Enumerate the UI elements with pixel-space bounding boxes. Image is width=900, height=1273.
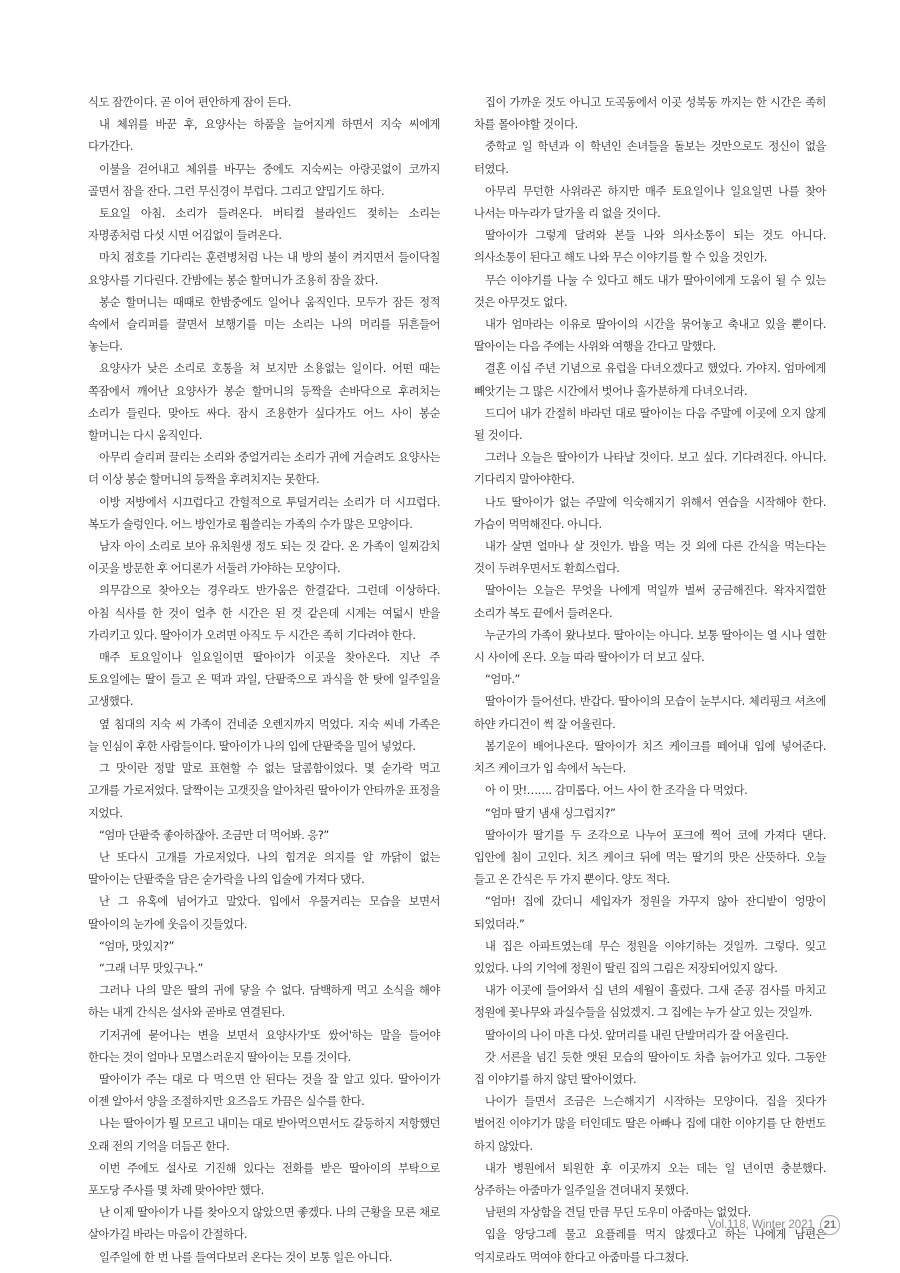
paragraph: 내가 엄마라는 이유로 딸아이의 시간을 묶어놓고 축내고 있을 뿐이다. 딸아이는 다음 주에는 사위와 여행을 간다고 말했다. xyxy=(474,318,826,354)
paragraph: 난 그 유혹에 넘어가고 말았다. 입에서 우물거리는 모습을 보면서 딸아이의 눈가에 웃음이 깃들었다. xyxy=(88,895,440,931)
paragraph: 마치 점호를 기다리는 훈련병처럼 나는 내 방의 불이 켜지면서 들이닥칠 요양사를 기다린다. 간밤에는 봉순 할머니가 조용히 잠을 잤다. xyxy=(88,251,440,287)
paragraph: 요양사가 낮은 소리로 호통을 쳐 보지만 소용없는 일이다. 어떤 때는 쪽잠에서 깨어난 요양사가 봉순 할머니의 등짝을 손바닥으로 후려치는 소리가 들린다. 맞아도 싸다. 잠시 조용한가 싶다가도 어느 사이 봉순 할머니는 다시 움직인다. xyxy=(88,362,440,443)
paragraph: 내 체위를 바꾼 후, 요양사는 하품을 늘어지게 하면서 지숙 씨에게 다가간다. xyxy=(88,118,440,154)
paragraph: 아 이 맛!……. 감미롭다. 어느 사이 한 조각을 다 먹었다. xyxy=(485,784,748,798)
paragraph: 누군가의 가족이 왔나보다. 딸아이는 아니다. 보통 딸아이는 열 시나 열한 시 사이에 온다. 오늘 따라 딸아이가 더 보고 싶다. xyxy=(474,628,826,665)
paragraph: 그러나 나의 말은 딸의 귀에 닿을 수 없다. 담백하게 먹고 소식을 해야 하는 내게 간식은 설사와 곧바로 연결된다. xyxy=(88,984,440,1020)
paragraph: 나도 딸아이가 없는 주말에 익숙해지기 위해서 연습을 시작해야 한다. 가슴이 먹먹해진다. 아니다. xyxy=(474,495,826,531)
paragraph: “엄마, 맛있지?” xyxy=(99,939,174,953)
paragraph: 의무감으로 찾아오는 경우라도 반가움은 한결같다. 그런데 이상하다. 아침 식사를 한 것이 얼추 한 시간은 된 것 같은데 시계는 여덟시 반을 가리키고 있다. 딸아이가 오려면 아직도 두 시간은 족히 기다려야 한다. xyxy=(88,584,440,642)
paragraph: 집이 가까운 것도 아니고 도곡동에서 이곳 성북동 까지는 한 시간은 족히 차를 몰아야할 것이다. xyxy=(474,96,826,132)
paragraph: “그래 너무 맛있구나.” xyxy=(99,961,203,975)
paragraph: 이불을 걷어내고 체위를 바꾸는 중에도 지숙씨는 아랑곳없이 코까지 골면서 잠을 잔다. 그런 무신경이 부럽다. 그리고 얄밉기도 하다. xyxy=(88,162,440,198)
paragraph: 딸아이의 나이 마흔 다섯. 앞머리를 내린 단발머리가 잘 어울린다. xyxy=(485,1028,789,1042)
paragraph: 딸아이는 오늘은 무엇을 나에게 먹일까 벌써 궁금해진다. 왁자지껄한 소리가 복도 끝에서 들려온다. xyxy=(474,584,826,620)
paragraph: 남편의 자상함을 견딜 만큼 무딘 도우미 아줌마는 없었다. xyxy=(485,1206,751,1220)
paragraph: 매주 토요일이나 일요일이면 딸아이가 이곳을 찾아온다. 지난 주 토요일에는 딸이 들고 온 떡과 과일, 단팥죽으로 과식을 한 탓에 일주일을 고생했다. xyxy=(88,651,440,709)
issue-label: Vol.118, Winter 2021 xyxy=(708,1219,814,1231)
paragraph: 봄기운이 배어나온다. 딸아이가 치즈 케이크를 떼어내 입에 넣어준다. 치즈 케이크가 입 속에서 녹는다. xyxy=(474,739,826,776)
paragraph: 옆 침대의 지숙 씨 가족이 건네준 오렌지까지 먹었다. 지숙 씨네 가족은 늘 인심이 후한 사람들이다. 딸아이가 나의 입에 단팥죽을 밀어 넣었다. xyxy=(88,717,440,753)
paragraph: 식도 잠깐이다. 곧 이어 편안하게 잠이 든다. xyxy=(88,96,291,109)
paragraph: 딸아이가 그렇게 달려와 본들 나와 의사소통이 되는 것도 아니다. 의사소통이 된다고 해도 나와 무슨 이야기를 할 수 있을 것인가. xyxy=(474,229,826,265)
paragraph: 이방 저방에서 시끄럽다고 간헐적으로 투덜거리는 소리가 더 시끄럽다. 복도가 술렁인다. 어느 방인가로 휩쓸리는 가족의 수가 많은 모양이다. xyxy=(88,495,440,531)
paragraph: 내 집은 아파트였는데 무슨 정원을 이야기하는 것일까. 그렇다. 잊고 있었다. 나의 기억에 정원이 딸린 집의 그림은 저장되어있지 않다. xyxy=(474,939,826,975)
paragraph: 이번 주에도 설사로 기진해 있다는 전화를 받은 딸아이의 부탁으로 포도당 주사를 몇 차례 맞아야만 했다. xyxy=(88,1161,440,1197)
paragraph: “엄마 단팥죽 좋아하잖아. 조금만 더 먹어봐. 응?” xyxy=(99,828,329,842)
page-footer xyxy=(708,1215,840,1235)
paragraph: 난 이제 딸아이가 나를 찾아오지 않았으면 좋겠다. 나의 근황을 모른 채로 살아가길 바라는 마음이 간절하다. xyxy=(88,1206,440,1242)
paragraph: 무슨 이야기를 나눌 수 있다고 해도 내가 딸아이에게 도움이 될 수 있는 것은 아무것도 없다. xyxy=(474,273,826,309)
paragraph: 아무리 무던한 사위라곤 하지만 매주 토요일이나 일요일면 나를 찾아 나서는 마누라가 달가울 리 없을 것이다. xyxy=(474,184,826,221)
paragraph: 딸아이가 주는 대로 다 먹으면 안 된다는 것을 잘 알고 있다. 딸아이가 이젠 알아서 양을 조절하지만 요즈음도 가끔은 실수를 한다. xyxy=(88,1072,440,1109)
paragraph: 그러나 오늘은 딸아이가 나타날 것이다. 보고 싶다. 기다려진다. 아니다. 기다리지 말아야한다. xyxy=(474,451,826,487)
paragraph: 내가 병원에서 퇴원한 후 이곳까지 오는 데는 일 년이면 충분했다. 상주하는 아줌마가 일주일을 견뎌내지 못했다. xyxy=(474,1161,826,1197)
left-column xyxy=(88,92,440,1269)
paragraph: “엄마 딸기 냄새 싱그럽지?” xyxy=(485,806,616,820)
paragraph: 아무리 슬리퍼 끌리는 소리와 중얼거리는 소리가 귀에 거슬려도 요양사는 더 이상 봉순 할머니의 등짝을 후려치지는 못한다. xyxy=(88,451,440,487)
paragraph: 나이가 들면서 조금은 느슨해지기 시작하는 모양이다. 집을 짓다가 벌어진 이야기가 많을 터인데도 딸은 아빠나 집에 대한 이야기를 단 한번도 하지 않았다. xyxy=(474,1095,826,1153)
page-number: 21 xyxy=(820,1215,840,1235)
paragraph: 일주일에 한 번 나를 들여다보러 온다는 것이 보통 일은 아니다. xyxy=(99,1250,392,1264)
paragraph: 그 맛이란 정말 말로 표현할 수 없는 달콤함이었다. 몇 숟가락 먹고 고개를 가로저었다. 달짝이는 고갯짓을 알아차린 딸아이가 안타까운 표정을 지었다. xyxy=(88,762,440,820)
paragraph: “엄마! 집에 갔더니 세입자가 정원을 가꾸지 않아 잔디밭이 엉망이 되었더라.” xyxy=(474,895,826,931)
paragraph: 입을 앙당그레 물고 요플레를 먹지 않겠다고 하는 나에게 남편은 억지로라도 먹여야 한다고 아줌마를 다그쳤다. xyxy=(474,1228,826,1264)
paragraph: 봉순 할머니는 때때로 한밤중에도 일어나 움직인다. 모두가 잠든 정적 속에서 슬리퍼를 끌면서 보행기를 미는 소리는 나의 머리를 뒤흔들어 놓는다. xyxy=(88,295,440,354)
paragraph: 딸아이가 딸기를 두 조각으로 나누어 포크에 찍어 코에 가져다 댄다. 입안에 침이 고인다. 치즈 케이크 뒤에 먹는 딸기의 맛은 산뜻하다. 오늘 들고 온 간식은 두 가지 뿐이다. 양도 적다. xyxy=(474,828,826,887)
paragraph: 갓 서른을 넘긴 듯한 앳된 모습의 딸아이도 차츰 늙어가고 있다. 그동안 집 이야기를 하지 않던 딸아이였다. xyxy=(474,1050,826,1086)
paragraph: “엄마.” xyxy=(485,673,520,687)
paragraph: 남자 아이 소리로 보아 유치원생 정도 되는 것 같다. 온 가족이 일찌감치 이곳을 방문한 후 어디론가 서둘러 가야하는 모양이다. xyxy=(88,540,440,576)
paragraph: 내가 이곳에 들어와서 십 년의 세월이 흘렀다. 그새 준공 검사를 마치고 정원에 꽃나무와 과실수들을 심었겠지. 그 집에는 누가 살고 있는 것일까. xyxy=(474,984,826,1020)
paragraph: 내가 살면 얼마나 살 것인가. 밥을 먹는 것 외에 다른 간식을 먹는다는 것이 두려우면서도 환희스럽다. xyxy=(474,540,826,576)
paragraph: 드디어 내가 간절히 바라던 대로 딸아이는 다음 주말에 이곳에 오지 않게 될 것이다. xyxy=(474,406,826,443)
paragraph: 난 또다시 고개를 가로저었다. 나의 힘겨운 의지를 알 까닭이 없는 딸아이는 단팥죽을 담은 숟가락을 나의 입술에 가져다 댔다. xyxy=(88,850,440,887)
paragraph: 딸아이가 들어선다. 반갑다. 딸아이의 모습이 눈부시다. 체리핑크 셔츠에 하얀 카디건이 썩 잘 어울린다. xyxy=(474,695,826,731)
paragraph: 결혼 이십 주년 기념으로 유럽을 다녀오겠다고 했었다. 가야지. 엄마에게 빼앗기는 그 많은 시간에서 벗어나 홀가분하게 다녀오너라. xyxy=(474,362,826,398)
paragraph: 나는 딸아이가 뭘 모르고 내미는 대로 받아먹으면서도 갈등하지 저항했던 오래 전의 기억을 더듬곤 한다. xyxy=(88,1117,440,1153)
right-column xyxy=(474,92,826,1269)
paragraph: 기저귀에 묻어나는 변을 보면서 요양사가'또 쌌어'하는 말을 들어야 한다는 것이 얼마나 모멸스러운지 딸아이는 모를 것이다. xyxy=(88,1028,440,1064)
paragraph: 토요일 아침. 소리가 들려온다. 버티컬 블라인드 젖히는 소리는 자명종처럼 다섯 시면 어김없이 들려온다. xyxy=(88,207,440,243)
paragraph: 중학교 일 학년과 이 학년인 손녀들을 돌보는 것만으로도 정신이 없을 터였다. xyxy=(474,140,826,176)
